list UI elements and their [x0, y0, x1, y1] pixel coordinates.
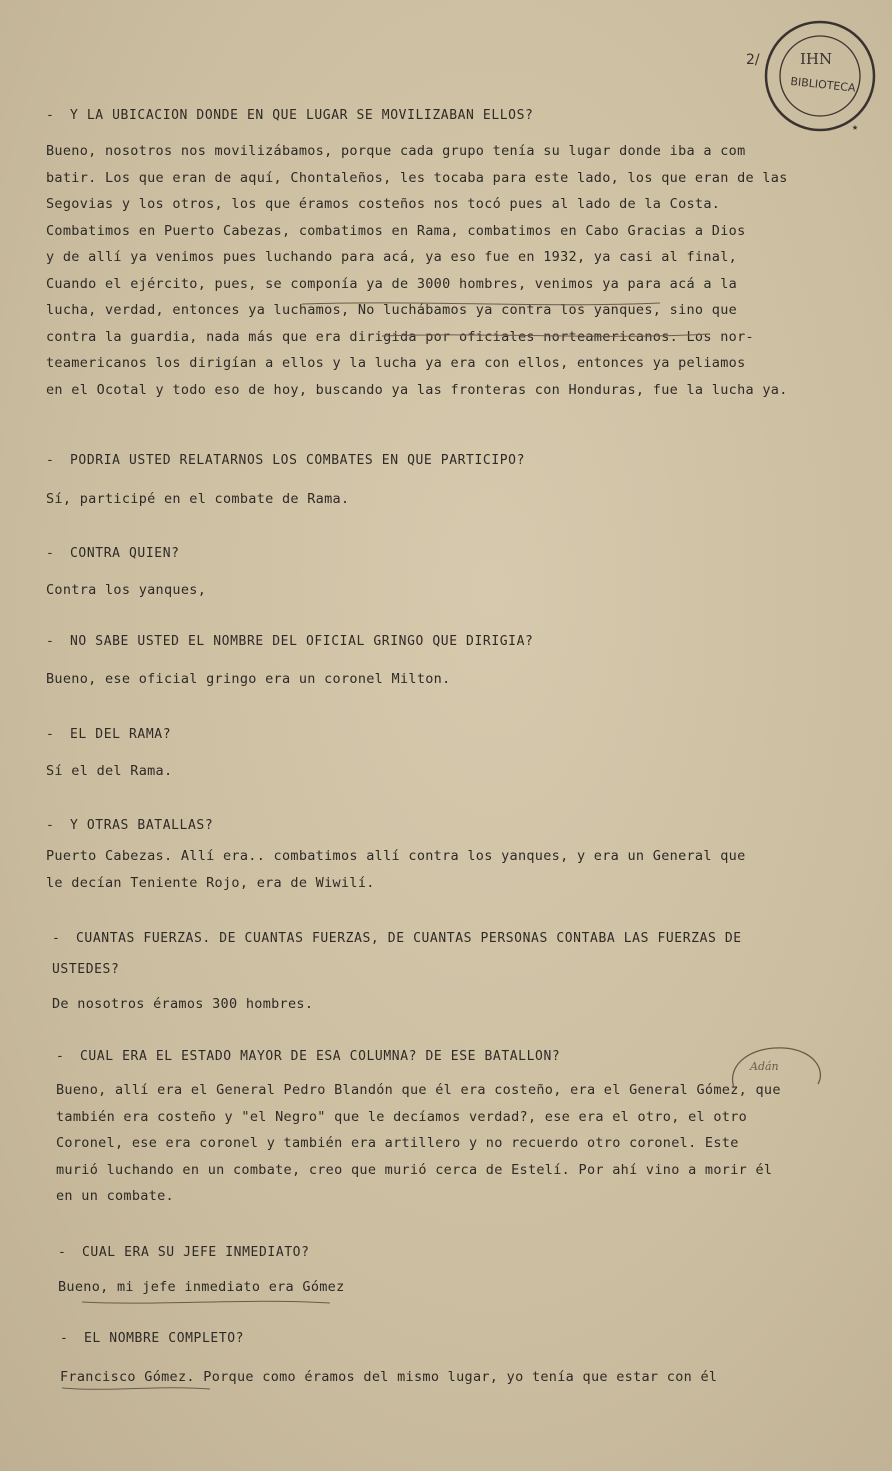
question-7-cont: USTEDES?	[52, 962, 120, 977]
question-4: - NO SABE USTED EL NOMBRE DEL OFICIAL GRINGO QUE DIRIGIA?	[46, 634, 534, 649]
question-10: - EL NOMBRE COMPLETO?	[60, 1331, 245, 1346]
answer-1: Bueno, nosotros nos movilizábamos, porque cada grupo tenía su lugar donde iba a com batir. Los que eran de aquí, Chontaleños, les tocaba para este lado, los que eran de las Segovias y los otros, los que éramos costeños nos tocó pues al lado de la Costa. Combatimos en Puerto Cabezas, combatimos en Rama, combatimos en Cabo Gracias a Dios y de allí ya venimos pues luchando para acá, ya eso fue en 1932, ya casi al final, Cuando el ejército, pues, se componía ya de 3000 hombres, venimos ya para acá a la lucha, verdad, entonces ya luchamos, No luchábamos ya contra los yanques, sino que contra la guardia, nada más que era dirigida por oficiales norteamericanos. Los nor- teamericanos los dirigían a ellos y la lucha ya era con ellos, entonces ya peliamos en el Ocotal y todo eso de hoy, buscando ya las fronteras con Honduras, fue la lucha ya.	[46, 143, 788, 398]
answer-7: De nosotros éramos 300 hombres.	[52, 996, 314, 1012]
answer-9: Bueno, mi jefe inmediato era Gómez	[58, 1279, 345, 1295]
answer-8: Bueno, allí era el General Pedro Blandón que él era costeño, era el General Gómez, que también era costeño y "el Negro" que le decíamos verdad?, ese era el otro, el otro Coronel, ese era coronel y también era artillero y no recuerdo otro coronel. Este murió luchando en un combate, creo que murió cerca de Estelí. Por ahí vino a morir él en un combate.	[56, 1082, 781, 1204]
answer-3: Contra los yanques,	[46, 582, 207, 598]
handwritten-circle-annotation	[722, 1040, 832, 1100]
answer-6: Puerto Cabezas. Allí era.. combatimos allí contra los yanques, y era un General que le decían Teniente Rojo, era de Wiwilí.	[46, 848, 746, 891]
question-3: - CONTRA QUIEN?	[46, 546, 180, 561]
question-5: - EL DEL RAMA?	[46, 727, 172, 742]
answer-2: Sí, participé en el combate de Rama.	[46, 491, 350, 507]
stamp-number: 2/	[746, 52, 760, 68]
answer-5: Sí el del Rama.	[46, 763, 173, 779]
question-2: - PODRIA USTED RELATARNOS LOS COMBATES EN QUE PARTICIPO?	[46, 453, 526, 468]
svg-text:★: ★	[852, 122, 859, 133]
underline-mark	[300, 298, 860, 310]
question-7: - CUANTAS FUERZAS. DE CUANTAS FUERZAS, DE CUANTAS PERSONAS CONTABA LAS FUERZAS DE	[52, 931, 742, 946]
underline-mark	[80, 1296, 340, 1308]
underline-mark	[60, 1383, 220, 1395]
question-1: - Y LA UBICACION DONDE EN QUE LUGAR SE MOVILIZABAN ELLOS?	[46, 108, 534, 123]
margin-note: Adán	[750, 1060, 779, 1073]
answer-10: Francisco Gómez. Porque como éramos del mismo lugar, yo tenía que estar con él	[60, 1369, 718, 1385]
answer-4: Bueno, ese oficial gringo era un coronel Milton.	[46, 671, 451, 687]
stamp-label: BIBLIOTECA	[789, 74, 857, 95]
question-6: - Y OTRAS BATALLAS?	[46, 818, 214, 833]
question-9: - CUAL ERA SU JEFE INMEDIATO?	[58, 1245, 310, 1260]
question-8: - CUAL ERA EL ESTADO MAYOR DE ESA COLUMNA? DE ESE BATALLON?	[56, 1049, 561, 1064]
underline-mark	[380, 330, 740, 342]
stamp-org: IHN	[800, 50, 833, 68]
